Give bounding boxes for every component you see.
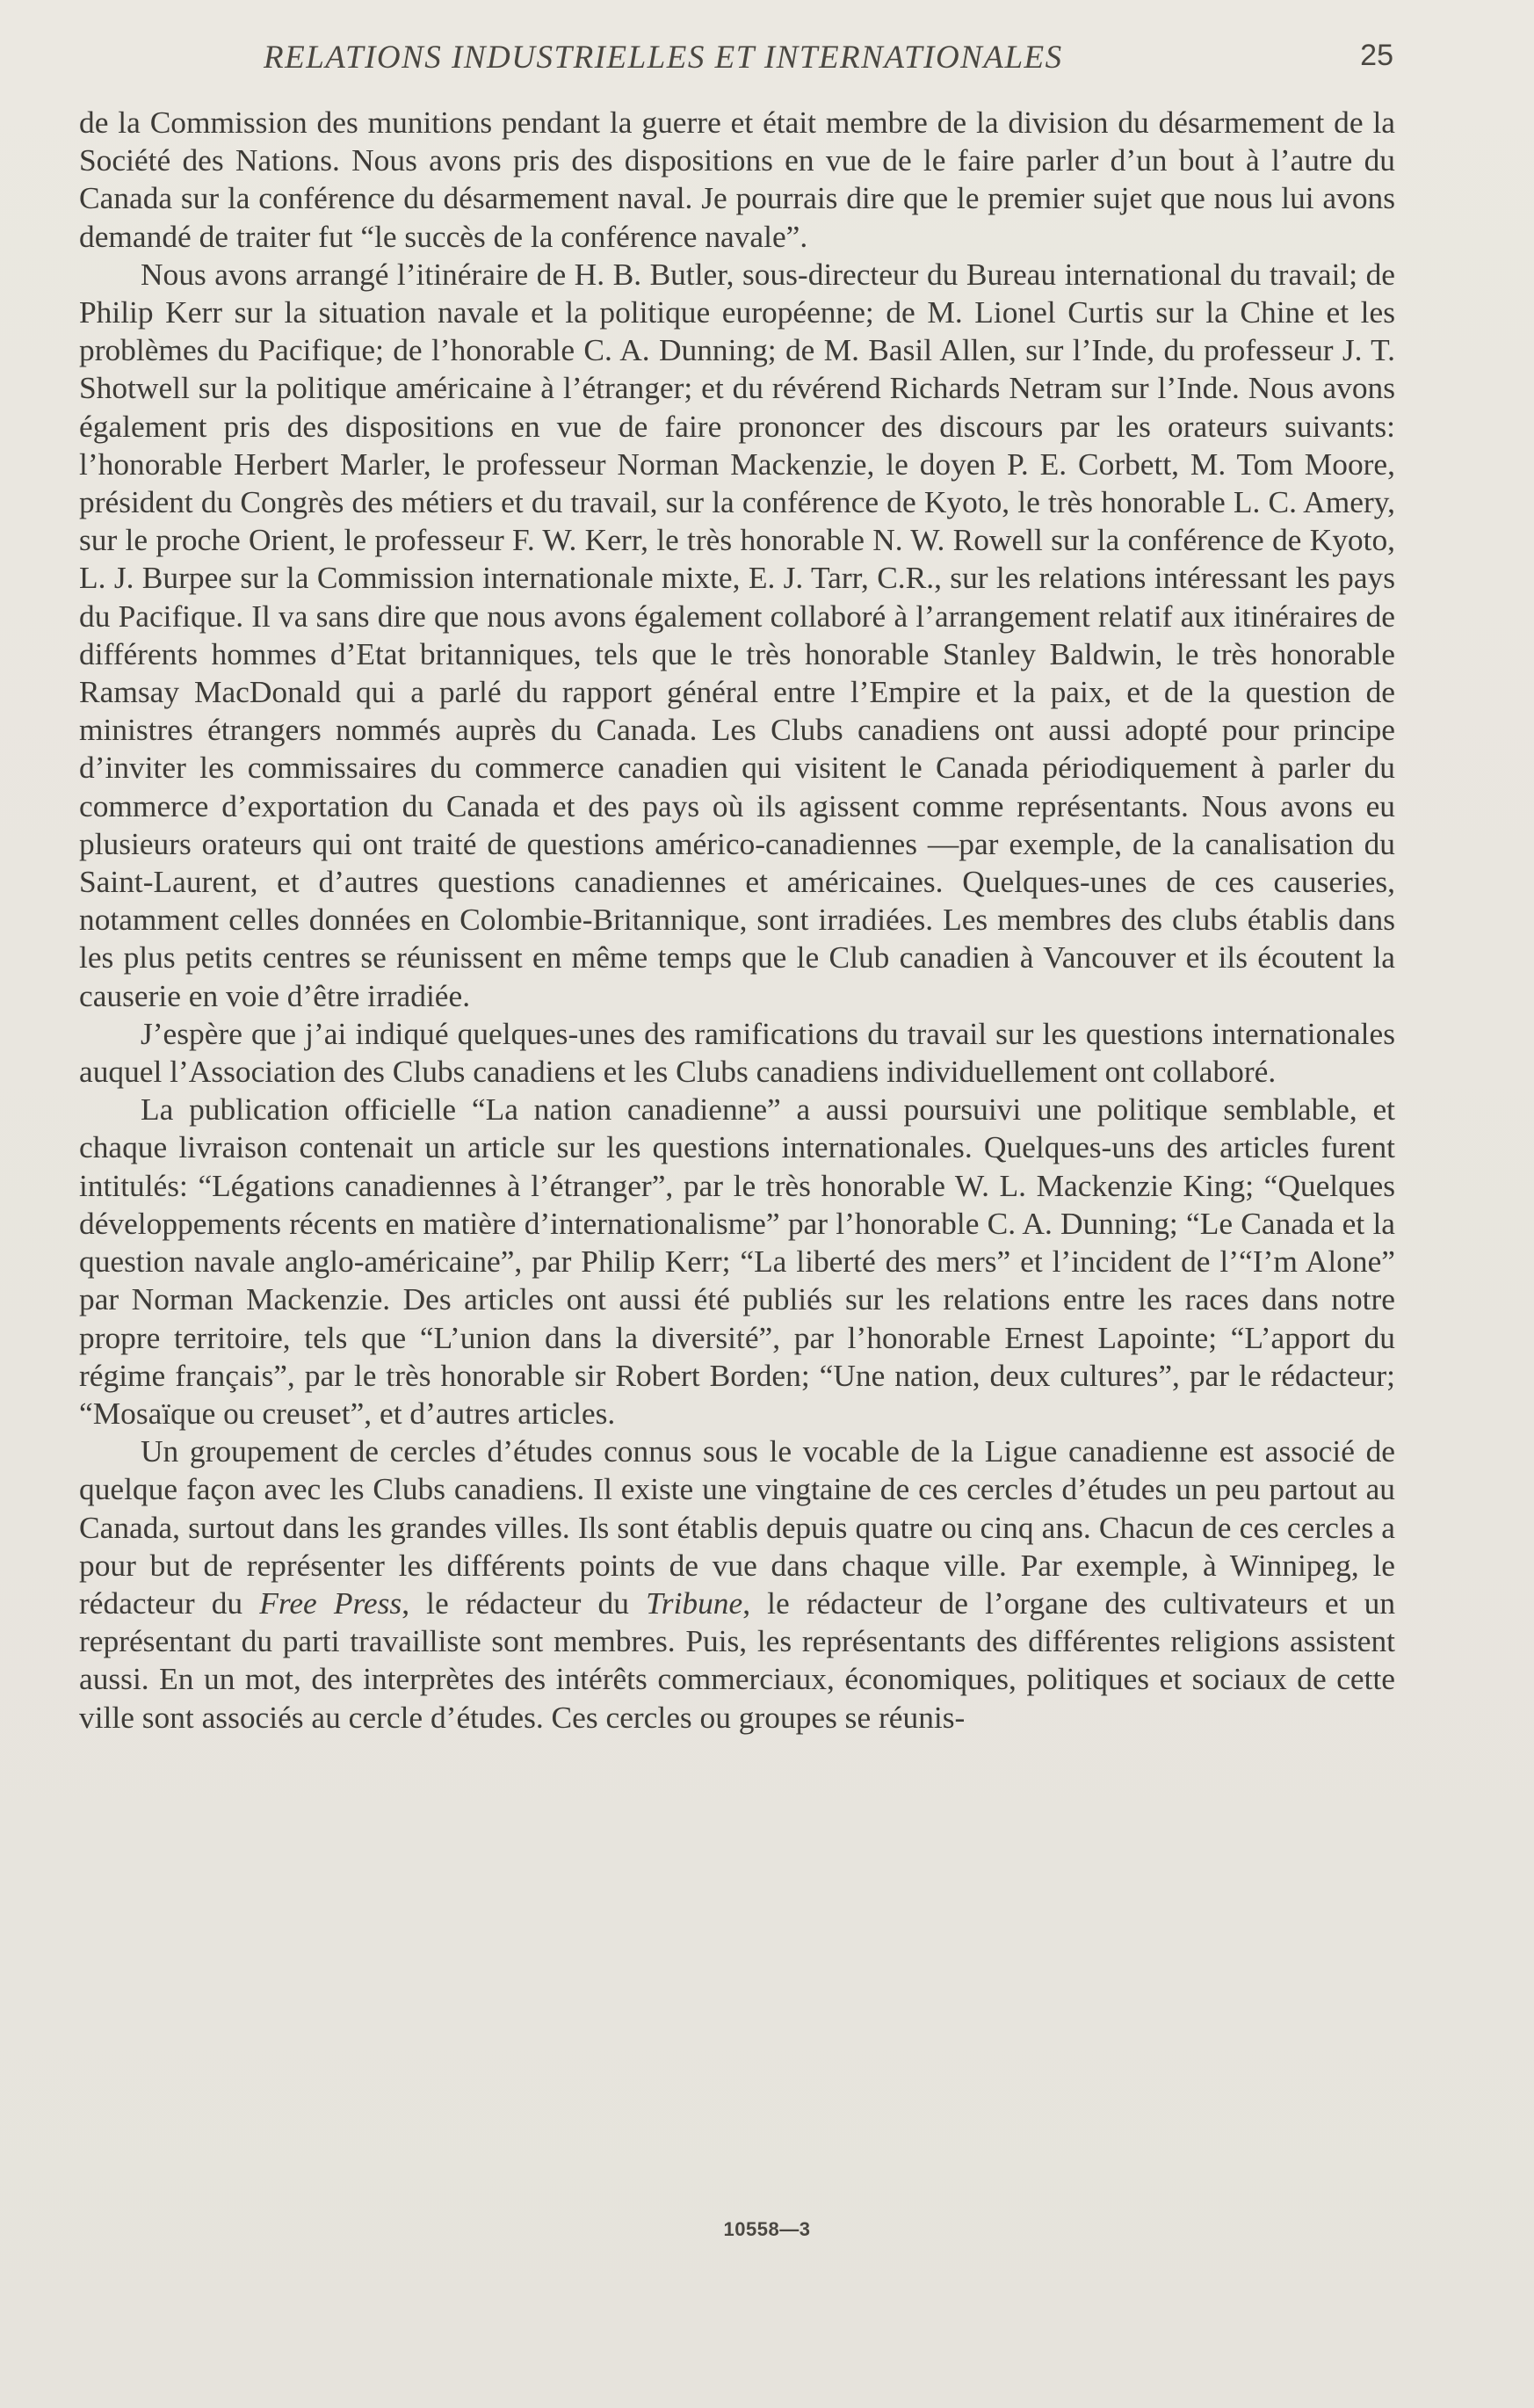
newspaper-title-tribune: Tribune [646,1585,743,1621]
running-title: RELATIONS INDUSTRIELLES ET INTERNATIONALES [264,40,1063,76]
paragraph-5-part-1: Un groupement de cercles d’études connus sous le vocable de la Ligue canadienne est associé de quelque façon avec les Clubs canadiens. Il existe une vingtaine de ces cercles d’études un peu partout au Canada, surtout dans les grandes villes. Ils sont établis depuis quatre ou cinq ans. Chacun de ces cercles a pour but de représenter les différents points de vue dans chaque ville. Par exemple, à Winnipeg, le rédacteur du [79,1433,1395,1621]
paragraph-4: La publication officielle “La nation canadienne” a aussi poursuivi une politique semblable, et chaque livraison contenait un article sur les questions internationales. Quelques-uns des articles furent intitulés: “Légations canadiennes à l’étranger”, par le très honorable W. L. Mackenzie King; “Quelques développements récents en matière d’internationalisme” par l’honorable C. A. Dunning; “Le Canada et la question navale anglo-américaine”, par Philip Kerr; “La liberté des mers” et l’incident de l’“I’m Alone” par Norman Mackenzie. Des articles ont aussi été publiés sur les relations entre les races dans notre propre territoire, tels que “L’union dans la diversité”, par l’honorable Ernest Lapointe; “L’apport du régime français”, par le très honorable sir Robert Borden; “Une nation, deux cultures”, par le rédacteur; “Mosaïque ou creuset”, et d’autres articles. [79,1092,1395,1431]
body-text [79,104,1395,1737]
paragraph-3: J’espère que j’ai indiqué quelques-unes des ramifications du travail sur les questions internationales auquel l’Association des Clubs canadiens et les Clubs canadiens individuellement ont collaboré. [79,1015,1395,1090]
page-number: 25 [1360,39,1393,72]
paragraph-2: Nous avons arrangé l’itinéraire de H. B. Butler, sous-directeur du Bureau international du travail; de Philip Kerr sur la situation navale et la politique européenne; de M. Lionel Curtis sur la Chine et les problèmes du Pacifique; de l’honorable C. A. Dunning; de M. Basil Allen, sur l’Inde, du professeur J. T. Shotwell sur la politique américaine à l’étranger; et du révérend Richards Netram sur l’Inde. Nous avons également pris des dispositions en vue de faire prononcer des discours par les orateurs suivants: l’honorable Herbert Marler, le professeur Norman Mackenzie, le doyen P. E. Corbett, M. Tom Moore, président du Congrès des métiers et du travail, sur la conférence de Kyoto, le très honorable L. C. Amery, sur le proche Orient, le professeur F. W. Kerr, le très honorable N. W. Rowell sur la conférence de Kyoto, L. J. Burpee sur la Commission internationale mixte, E. J. Tarr, C.R., sur les relations intéressant les pays du Pacifique. Il va sans dire que nous avons également collaboré à l’arrangement relatif aux itinéraires de différents hommes d’Etat britanniques, tels que le très honorable Stanley Baldwin, le très honorable Ramsay MacDonald qui a parlé du rapport général entre l’Empire et la paix, et de la question de ministres étrangers nommés auprès du Canada. Les Clubs canadiens ont aussi adopté pour principe d’inviter les commissaires du commerce canadien qui visitent le Canada périodiquement à parler du commerce d’exportation du Canada et des pays où ils agissent comme représentants. Nous avons eu plusieurs orateurs qui ont traité de questions américo-canadiennes —par exemple, de la canalisation du Saint-Laurent, et d’autres questions canadiennes et américaines. Quelques-unes de ces causeries, notamment celles données en Colombie-Britannique, sont irradiées. Les membres des clubs établis dans les plus petits centres se réunissent en même temps que le Club canadien à Vancouver et ils écoutent la causerie en voie d’être irradiée. [79,256,1395,1013]
paragraph-5-part-3: , le rédacteur de l’organe des cultivateurs et un représentant du parti travailliste sont membres. Puis, les représentants des différentes religions assistent aussi. En un mot, des interprètes des intérêts commerciaux, économiques, politiques et sociaux de cette ville sont associés au cercle d’études. Ces cercles ou groupes se réunis- [79,1585,1396,1735]
paragraph-5 [79,1432,1395,1737]
running-header [0,39,1534,83]
paragraph-1: de la Commission des munitions pendant la guerre et était membre de la division du désarmement de la Société des Nations. Nous avons pris des dispositions en vue de le faire parler d’un bout à l’autre du Canada sur la conférence du désarmement naval. Je pourrais dire que le premier sujet que nous lui avons demandé de traiter fut “le succès de la conférence navale”. [79,105,1395,254]
printer-signature: 10558—3 [723,2218,811,2240]
newspaper-title-free-press: Free Press [259,1585,402,1621]
paragraph-5-part-2: , le rédacteur du [402,1585,647,1621]
